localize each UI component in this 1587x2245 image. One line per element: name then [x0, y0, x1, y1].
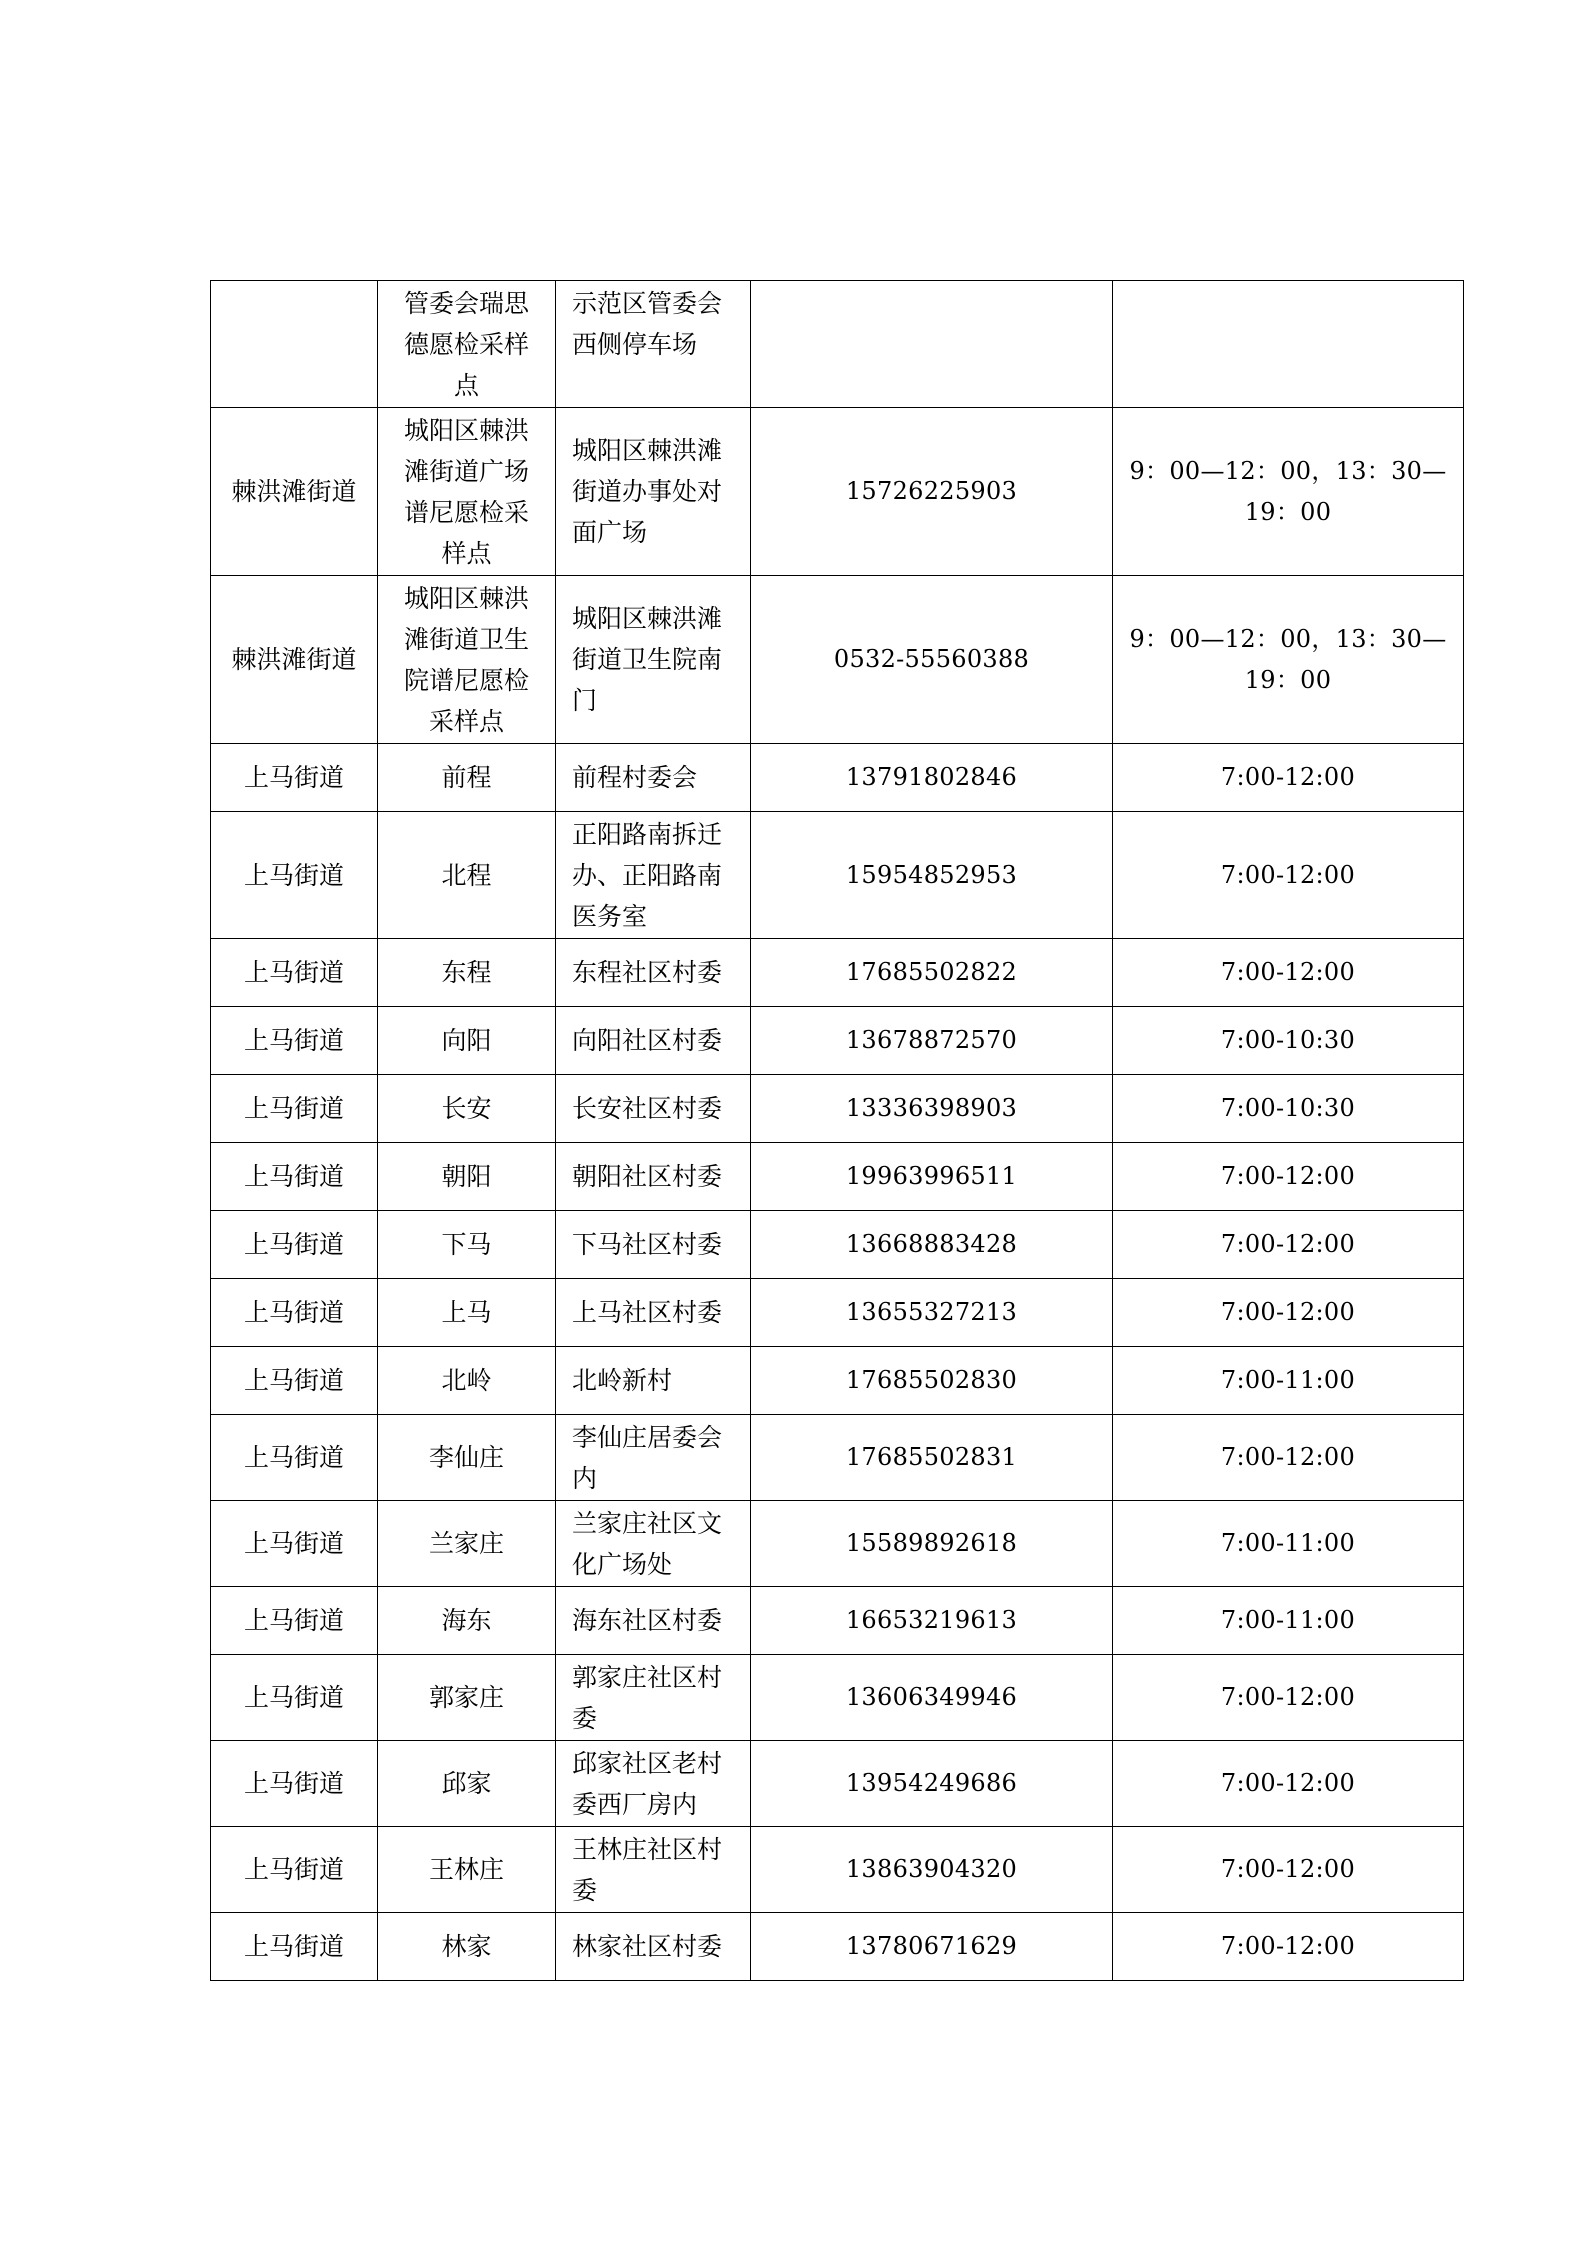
site-cell: 城阳区棘洪滩街道卫生院谱尼愿检采样点 [378, 576, 556, 744]
site-cell: 兰家庄 [378, 1501, 556, 1587]
site-cell: 李仙庄 [378, 1415, 556, 1501]
site-cell: 前程 [378, 744, 556, 812]
phone-cell: 15589892618 [751, 1501, 1113, 1587]
phone-cell: 0532-55560388 [751, 576, 1113, 744]
address-cell: 朝阳社区村委 [556, 1143, 751, 1211]
street-cell: 上马街道 [211, 744, 378, 812]
phone-cell: 15726225903 [751, 408, 1113, 576]
site-cell: 北岭 [378, 1347, 556, 1415]
phone-cell: 16653219613 [751, 1587, 1113, 1655]
table-row [211, 1143, 1464, 1211]
hours-cell: 7:00-12:00 [1113, 744, 1464, 812]
table-body [211, 281, 1464, 1981]
hours-cell: 7:00-11:00 [1113, 1501, 1464, 1587]
street-cell: 上马街道 [211, 812, 378, 939]
address-cell: 城阳区棘洪滩街道卫生院南门 [556, 576, 751, 744]
site-cell: 王林庄 [378, 1827, 556, 1913]
table-row [211, 1347, 1464, 1415]
table-row [211, 1075, 1464, 1143]
table-row [211, 1211, 1464, 1279]
table-row [211, 939, 1464, 1007]
hours-cell: 7:00-10:30 [1113, 1075, 1464, 1143]
street-cell: 上马街道 [211, 1211, 378, 1279]
site-cell: 北程 [378, 812, 556, 939]
hours-cell: 7:00-12:00 [1113, 1415, 1464, 1501]
hours-cell: 7:00-12:00 [1113, 1279, 1464, 1347]
street-cell: 上马街道 [211, 1501, 378, 1587]
address-cell: 长安社区村委 [556, 1075, 751, 1143]
address-cell: 邱家社区老村委西厂房内 [556, 1741, 751, 1827]
street-cell [211, 281, 378, 408]
street-cell: 上马街道 [211, 939, 378, 1007]
address-cell: 郭家庄社区村委 [556, 1655, 751, 1741]
phone-cell: 13780671629 [751, 1913, 1113, 1981]
street-cell: 上马街道 [211, 1741, 378, 1827]
phone-cell: 17685502822 [751, 939, 1113, 1007]
site-cell: 城阳区棘洪滩街道广场谱尼愿检采样点 [378, 408, 556, 576]
phone-cell: 15954852953 [751, 812, 1113, 939]
table-row [211, 1655, 1464, 1741]
phone-cell [751, 281, 1113, 408]
phone-cell: 13668883428 [751, 1211, 1113, 1279]
table-row [211, 1279, 1464, 1347]
address-cell: 李仙庄居委会内 [556, 1415, 751, 1501]
address-cell: 示范区管委会西侧停车场 [556, 281, 751, 408]
address-cell: 兰家庄社区文化广场处 [556, 1501, 751, 1587]
site-cell: 下马 [378, 1211, 556, 1279]
table-row [211, 281, 1464, 408]
address-cell: 下马社区村委 [556, 1211, 751, 1279]
hours-cell [1113, 281, 1464, 408]
table-row [211, 1827, 1464, 1913]
street-cell: 上马街道 [211, 1143, 378, 1211]
site-cell: 郭家庄 [378, 1655, 556, 1741]
site-cell: 邱家 [378, 1741, 556, 1827]
street-cell: 上马街道 [211, 1279, 378, 1347]
address-cell: 王林庄社区村委 [556, 1827, 751, 1913]
street-cell: 上马街道 [211, 1347, 378, 1415]
table-row [211, 1587, 1464, 1655]
table-row [211, 1415, 1464, 1501]
street-cell: 棘洪滩街道 [211, 576, 378, 744]
hours-cell: 9：00—12：00，13：30—19：00 [1113, 408, 1464, 576]
street-cell: 上马街道 [211, 1007, 378, 1075]
phone-cell: 13791802846 [751, 744, 1113, 812]
table-row [211, 408, 1464, 576]
street-cell: 上马街道 [211, 1587, 378, 1655]
phone-cell: 19963996511 [751, 1143, 1113, 1211]
site-cell: 长安 [378, 1075, 556, 1143]
sampling-sites-table [210, 280, 1464, 1981]
hours-cell: 9：00—12：00，13：30—19：00 [1113, 576, 1464, 744]
address-cell: 北岭新村 [556, 1347, 751, 1415]
street-cell: 上马街道 [211, 1075, 378, 1143]
street-cell: 上马街道 [211, 1913, 378, 1981]
street-cell: 上马街道 [211, 1655, 378, 1741]
hours-cell: 7:00-11:00 [1113, 1347, 1464, 1415]
site-cell: 海东 [378, 1587, 556, 1655]
table-row [211, 812, 1464, 939]
hours-cell: 7:00-11:00 [1113, 1587, 1464, 1655]
street-cell: 上马街道 [211, 1827, 378, 1913]
phone-cell: 17685502830 [751, 1347, 1113, 1415]
address-cell: 林家社区村委 [556, 1913, 751, 1981]
address-cell: 正阳路南拆迁办、正阳路南医务室 [556, 812, 751, 939]
address-cell: 向阳社区村委 [556, 1007, 751, 1075]
phone-cell: 13678872570 [751, 1007, 1113, 1075]
phone-cell: 13863904320 [751, 1827, 1113, 1913]
hours-cell: 7:00-10:30 [1113, 1007, 1464, 1075]
table-row [211, 1741, 1464, 1827]
phone-cell: 13336398903 [751, 1075, 1113, 1143]
site-cell: 向阳 [378, 1007, 556, 1075]
phone-cell: 13954249686 [751, 1741, 1113, 1827]
phone-cell: 17685502831 [751, 1415, 1113, 1501]
table-row [211, 744, 1464, 812]
street-cell: 上马街道 [211, 1415, 378, 1501]
hours-cell: 7:00-12:00 [1113, 939, 1464, 1007]
hours-cell: 7:00-12:00 [1113, 1741, 1464, 1827]
site-cell: 林家 [378, 1913, 556, 1981]
address-cell: 海东社区村委 [556, 1587, 751, 1655]
site-cell: 上马 [378, 1279, 556, 1347]
site-cell: 朝阳 [378, 1143, 556, 1211]
table-row [211, 1501, 1464, 1587]
table-row [211, 576, 1464, 744]
hours-cell: 7:00-12:00 [1113, 1655, 1464, 1741]
hours-cell: 7:00-12:00 [1113, 1913, 1464, 1981]
phone-cell: 13655327213 [751, 1279, 1113, 1347]
address-cell: 上马社区村委 [556, 1279, 751, 1347]
hours-cell: 7:00-12:00 [1113, 812, 1464, 939]
street-cell: 棘洪滩街道 [211, 408, 378, 576]
site-cell: 管委会瑞思德愿检采样点 [378, 281, 556, 408]
hours-cell: 7:00-12:00 [1113, 1211, 1464, 1279]
address-cell: 东程社区村委 [556, 939, 751, 1007]
phone-cell: 13606349946 [751, 1655, 1113, 1741]
hours-cell: 7:00-12:00 [1113, 1827, 1464, 1913]
address-cell: 城阳区棘洪滩街道办事处对面广场 [556, 408, 751, 576]
hours-cell: 7:00-12:00 [1113, 1143, 1464, 1211]
address-cell: 前程村委会 [556, 744, 751, 812]
table-row [211, 1913, 1464, 1981]
table-row [211, 1007, 1464, 1075]
site-cell: 东程 [378, 939, 556, 1007]
